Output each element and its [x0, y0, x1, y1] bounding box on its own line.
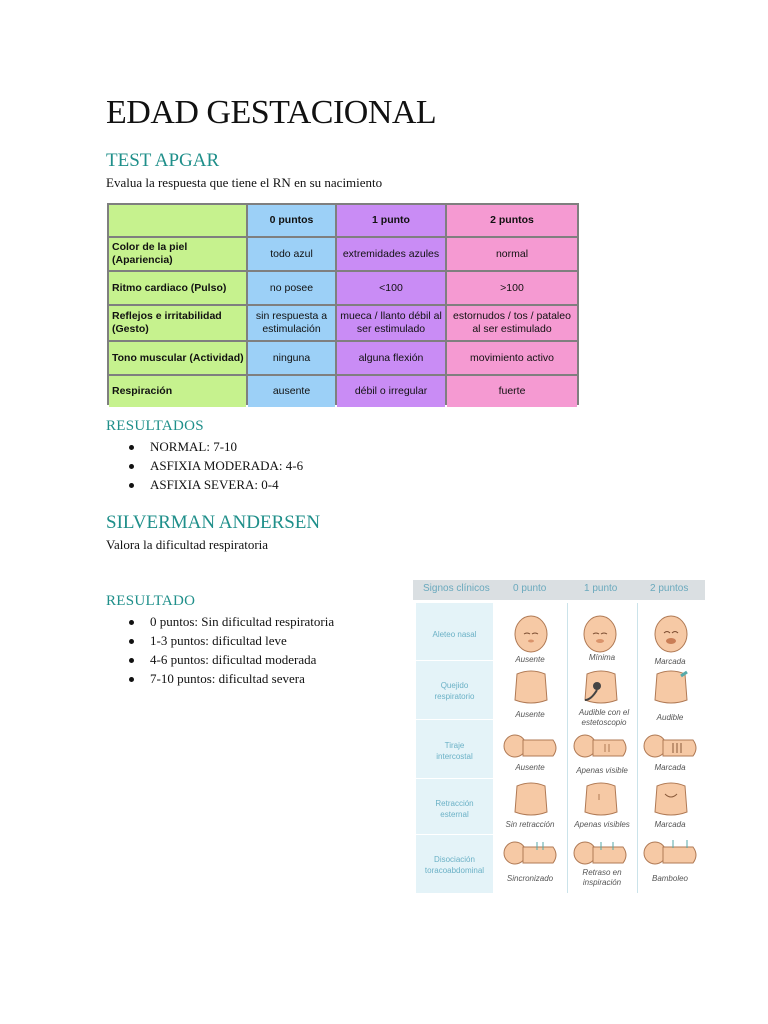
list-item: ASFIXIA MODERADA: 4-6 — [126, 456, 303, 475]
silverman-figure-header — [413, 580, 705, 600]
figure-caption: Apenas visible — [576, 766, 628, 775]
sign-label: Aleteo nasal — [432, 630, 477, 639]
figure-caption: Ausente — [515, 655, 545, 664]
apgar-cell: sin respuesta a estimulación — [248, 306, 335, 340]
baby-face-illustration — [509, 613, 553, 657]
apgar-cell: extremidades azules — [337, 238, 445, 270]
baby-lying-illustration — [641, 728, 701, 764]
figure-caption: Marcada — [654, 820, 686, 829]
apgar-cell: movimiento activo — [447, 342, 577, 374]
baby-lying-illustration — [571, 728, 631, 764]
figure-caption: Sin retracción — [505, 820, 555, 829]
silverman-figure — [413, 580, 705, 896]
baby-face-illustration — [578, 613, 622, 657]
baby-torso-illustration — [651, 780, 691, 818]
sign-label: Disociación toracoabdominal — [424, 855, 485, 875]
apgar-header-0: 0 puntos — [248, 205, 335, 236]
apgar-cell: fuerte — [447, 376, 577, 407]
apgar-cell: >100 — [447, 272, 577, 304]
figure-caption: Audible con el estetoscopio — [578, 708, 630, 727]
apgar-results-list — [126, 437, 303, 494]
apgar-results-heading: RESULTADOS — [106, 418, 204, 434]
apgar-cell: no posee — [248, 272, 335, 304]
figure-header-signs: Signos clínicos — [423, 583, 490, 594]
baby-lying-illustration — [641, 836, 701, 870]
figure-caption: Ausente — [515, 710, 545, 719]
apgar-header-2: 2 puntos — [447, 205, 577, 236]
figure-caption: Apenas visibles — [574, 820, 630, 829]
figure-caption: Mínima — [588, 653, 616, 662]
apgar-cell: normal — [447, 238, 577, 270]
apgar-row-label: Color de la piel (Apariencia) — [109, 238, 246, 270]
silverman-results-heading: RESULTADO — [106, 593, 196, 609]
silverman-description: Valora la dificultad respiratoria — [106, 537, 269, 552]
list-item: 0 puntos: Sin dificultad respiratoria — [126, 612, 334, 631]
figure-caption: Marcada — [654, 657, 686, 666]
baby-torso-illustration — [511, 668, 551, 706]
baby-torso-illustration — [511, 780, 551, 818]
baby-lying-illustration — [501, 728, 561, 764]
list-item: 1-3 puntos: dificultad leve — [126, 631, 334, 650]
figure-header-0: 0 punto — [513, 583, 547, 594]
apgar-cell: ausente — [248, 376, 335, 407]
figure-caption: Sincronizado — [506, 874, 554, 883]
baby-torso-illustration — [651, 668, 691, 706]
silverman-heading: SILVERMAN ANDERSEN — [106, 512, 321, 533]
apgar-row-label: Reflejos e irritabilidad (Gesto) — [109, 306, 246, 340]
page-title: EDAD GESTACIONAL — [106, 94, 437, 131]
apgar-cell: mueca / llanto débil al ser estimulado — [337, 306, 445, 340]
baby-lying-illustration — [571, 836, 631, 870]
figure-header-1: 1 punto — [584, 583, 618, 594]
silverman-results-list — [126, 612, 334, 688]
apgar-description: Evalua la respuesta que tiene el RN en su nacimiento — [106, 175, 383, 190]
figure-caption: Audible — [656, 713, 684, 722]
list-item: ASFIXIA SEVERA: 0-4 — [126, 475, 303, 494]
list-item: NORMAL: 7-10 — [126, 437, 303, 456]
list-item: 4-6 puntos: dificultad moderada — [126, 650, 334, 669]
apgar-cell: débil o irregular — [337, 376, 445, 407]
figure-caption: Ausente — [515, 763, 545, 772]
apgar-cell: alguna flexión — [337, 342, 445, 374]
apgar-cell: <100 — [337, 272, 445, 304]
apgar-header-1: 1 punto — [337, 205, 445, 236]
figure-header-2: 2 puntos — [650, 583, 689, 594]
apgar-row-label: Ritmo cardiaco (Pulso) — [109, 272, 246, 304]
apgar-row-label: Respiración — [109, 376, 246, 407]
figure-caption: Bamboleo — [651, 874, 689, 883]
sign-label: Retracción esternal — [435, 799, 474, 819]
sign-label: Quejido respiratorio — [434, 681, 475, 701]
apgar-header-corner — [109, 205, 246, 236]
baby-lying-illustration — [501, 836, 561, 870]
apgar-heading: TEST APGAR — [106, 150, 220, 171]
baby-face-illustration — [649, 613, 693, 657]
list-item: 7-10 puntos: dificultad severa — [126, 669, 334, 688]
apgar-table — [107, 203, 579, 405]
apgar-row-label: Tono muscular (Actividad) — [109, 342, 246, 374]
sign-label: Tiraje intercostal — [436, 741, 473, 761]
apgar-cell: todo azul — [248, 238, 335, 270]
apgar-cell: estornudos / tos / pataleo al ser estimulado — [447, 306, 577, 340]
figure-caption: Retraso en inspiración — [582, 868, 622, 887]
apgar-cell: ninguna — [248, 342, 335, 374]
baby-torso-illustration — [581, 780, 621, 818]
stethoscope-illustration — [581, 668, 621, 706]
figure-caption: Marcada — [654, 763, 686, 772]
